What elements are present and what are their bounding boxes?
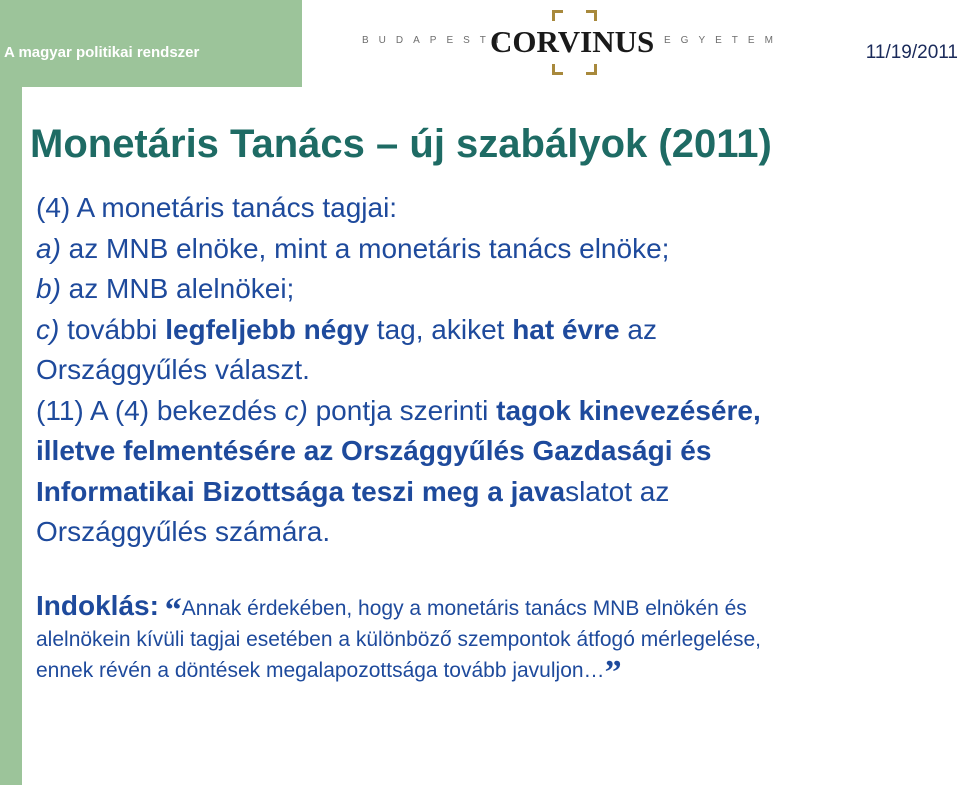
emphasis-text: Informatikai Bizottsága teszi meg a java xyxy=(36,475,566,507)
body-line xyxy=(36,431,956,472)
line-text: Országgyűlés számára. xyxy=(36,516,331,547)
line-text: slatot az xyxy=(565,475,670,507)
line-text: (4) A monetáris tanács tagjai: xyxy=(36,192,398,223)
close-quote-icon: ” xyxy=(604,654,622,691)
justification-text: Annak érdekében, hogy a monetáris tanács MNB elnökén és xyxy=(181,597,747,620)
corner-curve xyxy=(22,87,82,127)
emphasis-text: legfeljebb négy xyxy=(165,313,370,345)
sidebar-strip xyxy=(0,87,22,785)
logo-bracket-icon xyxy=(552,10,563,21)
body-line xyxy=(36,391,956,432)
slide-title: Monetáris Tanács – új szabályok (2011) xyxy=(30,122,772,166)
emphasis-text: illetve felmentésére az Országgyűlés Gazdasági és xyxy=(36,435,712,466)
item-label: a) xyxy=(36,232,61,264)
logo-egyetem: EGYETEM xyxy=(664,35,783,46)
logo-bracket-icon xyxy=(552,64,563,75)
item-label: c) xyxy=(284,394,308,426)
line-text: (11) A (4) bekezdés xyxy=(36,394,285,426)
justification-block xyxy=(36,590,956,691)
body-line xyxy=(36,310,956,351)
justification-line xyxy=(36,654,956,691)
body-line xyxy=(36,350,956,391)
emphasis-text: hat évre xyxy=(512,313,620,345)
course-title: A magyar politikai rendszer xyxy=(4,44,200,61)
body-line xyxy=(36,472,956,513)
body-line xyxy=(36,512,956,553)
line-text: az MNB elnöke, mint a monetáris tanács elnöke; xyxy=(60,232,670,264)
emphasis-text: tagok kinevezésére, xyxy=(496,394,761,426)
logo-bracket-icon xyxy=(586,64,597,75)
item-label: c) xyxy=(36,313,60,345)
line-text: az xyxy=(619,313,657,345)
justification-text: ennek révén a döntések megalapozottsága tovább javuljon… xyxy=(36,659,605,682)
item-label: b) xyxy=(36,273,61,304)
justification-line xyxy=(36,624,956,655)
justification-line xyxy=(36,590,956,629)
line-text: tag, akiket xyxy=(369,313,513,345)
line-text: Országgyűlés választ. xyxy=(36,354,310,385)
slide-body xyxy=(36,188,956,553)
body-line xyxy=(36,229,956,270)
slide-date: 11/19/2011 xyxy=(865,42,958,63)
logo-budapesti: BUDAPESTI xyxy=(362,35,509,46)
justification-text: alelnökein kívüli tagjai esetében a különböző szempontok átfogó mérlegelése, xyxy=(36,628,761,651)
logo-corvinus: CORVINUS xyxy=(490,24,655,59)
line-text: további xyxy=(59,313,166,345)
logo-bracket-icon xyxy=(586,10,597,21)
justification-label: Indoklás: xyxy=(36,590,159,621)
body-line xyxy=(36,188,956,229)
body-line xyxy=(36,269,956,310)
line-text: pontja szerinti xyxy=(307,394,497,426)
line-text: az MNB alelnökei; xyxy=(60,273,295,304)
open-quote-icon: “ xyxy=(164,592,182,629)
